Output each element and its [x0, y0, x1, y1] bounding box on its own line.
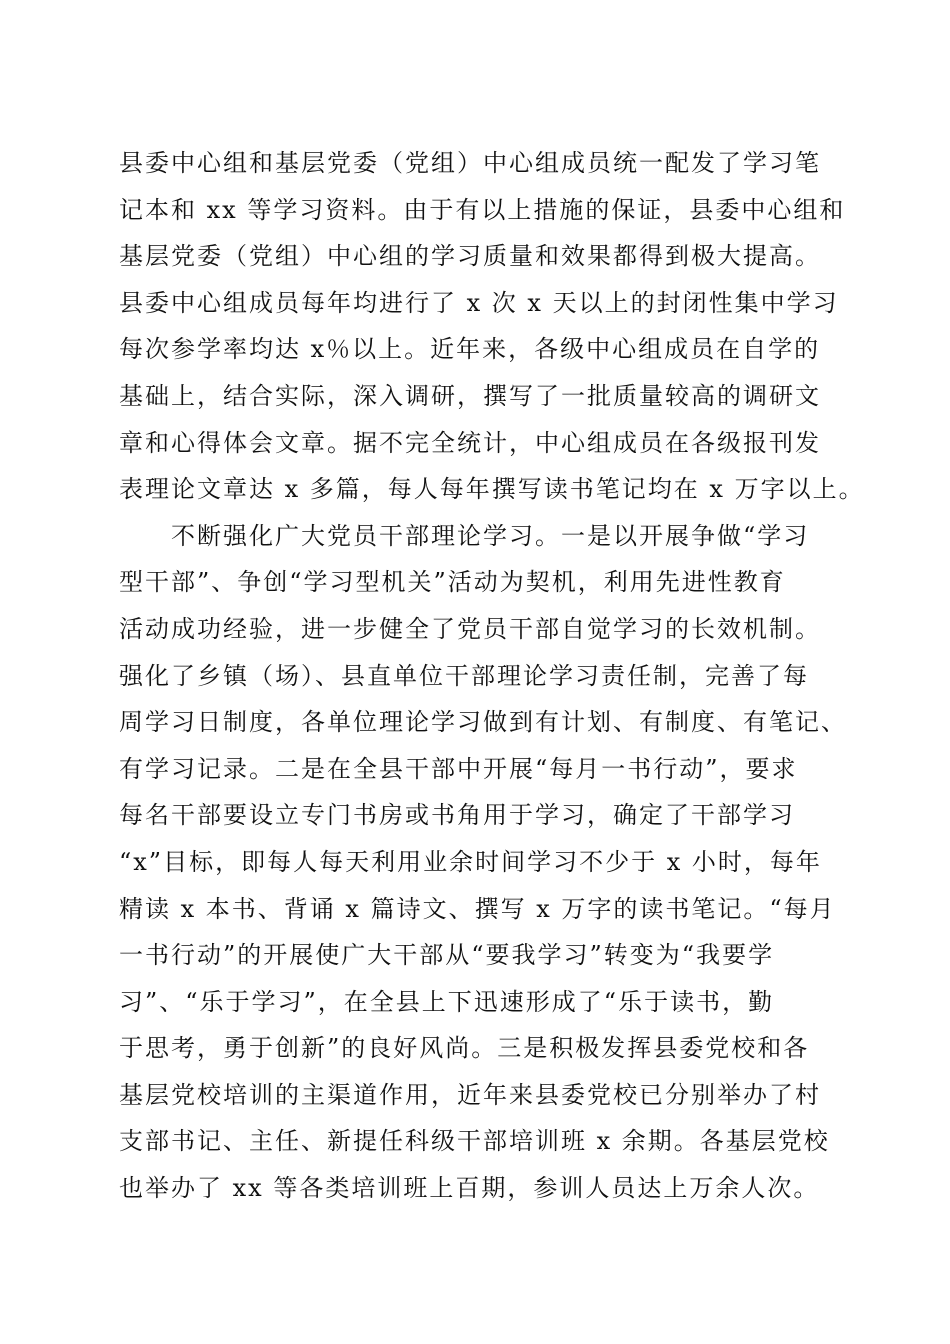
text-line: 支部书记、主任、新提任科级干部培训班 x 余期。各基层党校	[119, 1127, 830, 1156]
text-line: 型干部”、争创“学习型机关”活动为契机，利用先进性教育	[119, 568, 786, 597]
paragraph-first-line: 不断强化广大党员干部理论学习。一是以开展争做“学习	[171, 521, 810, 550]
text-line: 章和心得体会文章。据不完全统计，中心组成员在各级报刊发	[119, 428, 821, 457]
text-line: 也举办了 xx 等各类培训班上百期，参训人员达上万余人次。	[119, 1174, 820, 1203]
text-line: 强化了乡镇（场）、县直单位干部理论学习责任制，完善了每	[119, 661, 809, 690]
text-line: 表理论文章达 x 多篇，每人每年撰写读书笔记均在 x 万字以上。	[119, 475, 865, 504]
text-line: 习”、“乐于学习”，在全县上下迅速形成了“乐于读书，勤	[119, 987, 775, 1016]
text-line: 于思考，勇于创新”的良好风尚。三是积极发挥县委党校和各	[119, 1034, 810, 1063]
text-line: 每名干部要设立专门书房或书角用于学习，确定了干部学习	[119, 801, 795, 830]
text-line: 基础上，结合实际，深入调研，撰写了一批质量较高的调研文	[119, 381, 821, 410]
text-line: 县委中心组和基层党委（党组）中心组成员统一配发了学习笔	[119, 149, 821, 177]
text-line: 记本和 xx 等学习资料。由于有以上措施的保证，县委中心组和	[119, 195, 846, 224]
body-text	[119, 140, 865, 1212]
text-line: 基层党校培训的主渠道作用，近年来县委党校已分别举办了村	[119, 1080, 821, 1109]
text-line: 活动成功经验，进一步健全了党员干部自觉学习的长效机制。	[119, 614, 821, 643]
text-line: 精读 x 本书、背诵 x 篇诗文、撰写 x 万字的读书笔记。“每月	[119, 894, 836, 923]
text-line: 周学习日制度，各单位理论学习做到有计划、有制度、有笔记、	[119, 708, 847, 737]
text-line: “x”目标，即每人每天利用业余时间学习不少于 x 小时，每年	[119, 847, 822, 876]
text-line: 基层党委（党组）中心组的学习质量和效果都得到极大提高。	[119, 242, 821, 271]
text-line: 每次参学率均达 x％以上。近年来，各级中心组成员在自学的	[119, 335, 821, 364]
text-line: 县委中心组成员每年均进行了 x 次 x 天以上的封闭性集中学习	[119, 288, 839, 317]
text-line: 一书行动”的开展使广大干部从“要我学习”转变为“我要学	[119, 941, 775, 970]
text-line: 有学习记录。二是在全县干部中开展“每月一书行动”，要求	[119, 754, 798, 783]
